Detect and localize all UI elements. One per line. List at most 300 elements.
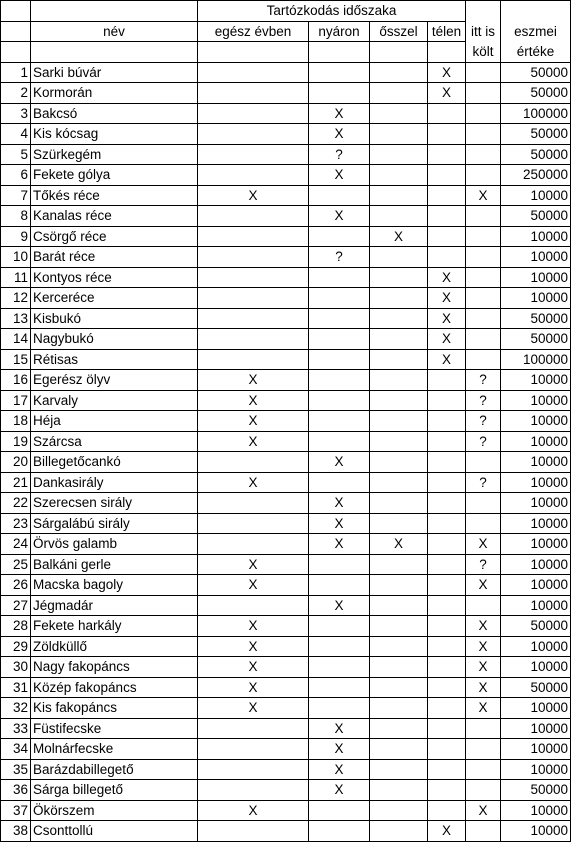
itt-is-kolt-cell — [466, 595, 501, 616]
bird-name-cell: Karvaly — [31, 390, 198, 411]
eszmei-ertek-cell: 10000 — [501, 185, 571, 206]
row-number-cell: 26 — [1, 575, 31, 596]
row-number-cell: 29 — [1, 636, 31, 657]
telen-cell — [428, 144, 466, 165]
egesz-evben-cell: X — [198, 390, 309, 411]
nyaron-cell: X — [309, 493, 370, 514]
osszel-cell — [370, 390, 428, 411]
table-row — [1, 83, 571, 104]
itt-is-kolt-cell: ? — [466, 431, 501, 452]
itt-is-kolt-cell — [466, 206, 501, 227]
itt-is-kolt-cell: X — [466, 677, 501, 698]
nyaron-cell — [309, 575, 370, 596]
egesz-evben-cell — [198, 718, 309, 739]
itt-is-kolt-cell — [466, 718, 501, 739]
header-row-columns — [1, 21, 571, 42]
telen-cell — [428, 431, 466, 452]
bird-name-cell: Kisbukó — [31, 308, 198, 329]
bird-name-cell: Kis fakopáncs — [31, 698, 198, 719]
row-number-cell: 38 — [1, 821, 31, 842]
osszel-cell — [370, 718, 428, 739]
telen-cell — [428, 390, 466, 411]
itt-is-kolt-cell: ? — [466, 554, 501, 575]
telen-cell — [428, 554, 466, 575]
eszmei-ertek-cell: 10000 — [501, 759, 571, 780]
bird-name-cell: Közép fakopáncs — [31, 677, 198, 698]
header-osszel: ősszel — [370, 21, 428, 42]
bird-name-cell: Ökörszem — [31, 800, 198, 821]
header-egesz-evben: egész évben — [198, 21, 309, 42]
egesz-evben-cell — [198, 821, 309, 842]
telen-cell — [428, 759, 466, 780]
row-number-cell: 9 — [1, 226, 31, 247]
header-row-group — [1, 1, 571, 22]
osszel-cell — [370, 288, 428, 309]
table-row — [1, 452, 571, 473]
bird-name-cell: Balkáni gerle — [31, 554, 198, 575]
telen-cell — [428, 472, 466, 493]
table-row — [1, 759, 571, 780]
table-row — [1, 513, 571, 534]
row-number-cell: 17 — [1, 390, 31, 411]
osszel-cell — [370, 144, 428, 165]
osszel-cell — [370, 554, 428, 575]
osszel-cell — [370, 431, 428, 452]
itt-is-kolt-cell: ? — [466, 390, 501, 411]
eszmei-ertek-cell: 50000 — [501, 677, 571, 698]
bird-name-cell: Fekete harkály — [31, 616, 198, 637]
nyaron-cell — [309, 616, 370, 637]
itt-is-kolt-cell — [466, 739, 501, 760]
osszel-cell — [370, 472, 428, 493]
nyaron-cell — [309, 677, 370, 698]
egesz-evben-cell — [198, 226, 309, 247]
itt-is-kolt-cell — [466, 124, 501, 145]
header-blank-cell — [428, 42, 466, 63]
telen-cell — [428, 206, 466, 227]
telen-cell — [428, 595, 466, 616]
row-number-cell: 14 — [1, 329, 31, 350]
eszmei-ertek-cell: 10000 — [501, 800, 571, 821]
table-row — [1, 493, 571, 514]
table-row — [1, 308, 571, 329]
row-number-cell: 36 — [1, 780, 31, 801]
telen-cell — [428, 226, 466, 247]
itt-is-kolt-cell — [466, 165, 501, 186]
osszel-cell: X — [370, 534, 428, 555]
telen-cell — [428, 677, 466, 698]
table-row — [1, 124, 571, 145]
bird-name-cell: Molnárfecske — [31, 739, 198, 760]
bird-name-cell: Szürkegém — [31, 144, 198, 165]
telen-cell — [428, 165, 466, 186]
header-blank-cell — [1, 1, 31, 22]
nyaron-cell — [309, 472, 370, 493]
egesz-evben-cell: X — [198, 698, 309, 719]
itt-is-kolt-cell — [466, 83, 501, 104]
table-row — [1, 411, 571, 432]
eszmei-ertek-cell: 250000 — [501, 165, 571, 186]
table-row — [1, 595, 571, 616]
table-row — [1, 677, 571, 698]
row-number-cell: 20 — [1, 452, 31, 473]
telen-cell — [428, 575, 466, 596]
table-row — [1, 206, 571, 227]
itt-is-kolt-cell — [466, 821, 501, 842]
bird-name-cell: Sárgalábú sirály — [31, 513, 198, 534]
nyaron-cell — [309, 390, 370, 411]
header-name: név — [31, 21, 198, 42]
egesz-evben-cell — [198, 247, 309, 268]
header-name-top-cell — [31, 1, 198, 22]
osszel-cell: X — [370, 226, 428, 247]
header-blank-cell — [198, 42, 309, 63]
nyaron-cell — [309, 411, 370, 432]
table-row — [1, 103, 571, 124]
row-number-cell: 11 — [1, 267, 31, 288]
bird-name-cell: Fekete gólya — [31, 165, 198, 186]
eszmei-ertek-cell: 10000 — [501, 698, 571, 719]
nyaron-cell — [309, 554, 370, 575]
bird-name-cell: Barát réce — [31, 247, 198, 268]
itt-is-kolt-cell: X — [466, 616, 501, 637]
itt-is-kolt-cell: ? — [466, 411, 501, 432]
eszmei-ertek-cell: 50000 — [501, 206, 571, 227]
nyaron-cell — [309, 62, 370, 83]
eszmei-ertek-cell: 10000 — [501, 247, 571, 268]
nyaron-cell — [309, 185, 370, 206]
nyaron-cell: X — [309, 206, 370, 227]
telen-cell: X — [428, 288, 466, 309]
osszel-cell — [370, 308, 428, 329]
table-row — [1, 185, 571, 206]
nyaron-cell — [309, 329, 370, 350]
nyaron-cell: X — [309, 124, 370, 145]
header-kolt: költ — [466, 42, 501, 63]
osszel-cell — [370, 206, 428, 227]
row-number-cell: 30 — [1, 657, 31, 678]
row-number-cell: 19 — [1, 431, 31, 452]
egesz-evben-cell — [198, 534, 309, 555]
egesz-evben-cell — [198, 329, 309, 350]
bird-name-cell: Kis kócsag — [31, 124, 198, 145]
osszel-cell — [370, 329, 428, 350]
itt-is-kolt-cell — [466, 452, 501, 473]
itt-is-kolt-cell: X — [466, 698, 501, 719]
eszmei-ertek-cell: 10000 — [501, 513, 571, 534]
nyaron-cell — [309, 267, 370, 288]
eszmei-ertek-cell: 10000 — [501, 821, 571, 842]
osszel-cell — [370, 349, 428, 370]
table-row — [1, 780, 571, 801]
bird-name-cell: Szárcsa — [31, 431, 198, 452]
eszmei-ertek-cell: 10000 — [501, 267, 571, 288]
row-number-cell: 2 — [1, 83, 31, 104]
eszmei-ertek-cell: 10000 — [501, 452, 571, 473]
telen-cell — [428, 103, 466, 124]
itt-is-kolt-cell — [466, 144, 501, 165]
telen-cell — [428, 370, 466, 391]
egesz-evben-cell — [198, 144, 309, 165]
itt-is-kolt-cell: X — [466, 534, 501, 555]
egesz-evben-cell: X — [198, 636, 309, 657]
header-row-sub — [1, 42, 571, 63]
eszmei-ertek-cell: 10000 — [501, 493, 571, 514]
itt-is-kolt-cell — [466, 267, 501, 288]
eszmei-ertek-cell: 10000 — [501, 472, 571, 493]
eszmei-ertek-cell: 10000 — [501, 718, 571, 739]
osszel-cell — [370, 595, 428, 616]
row-number-cell: 22 — [1, 493, 31, 514]
telen-cell — [428, 493, 466, 514]
itt-is-kolt-cell: ? — [466, 370, 501, 391]
bird-name-cell: Héja — [31, 411, 198, 432]
bird-name-cell: Csonttollú — [31, 821, 198, 842]
nyaron-cell: X — [309, 780, 370, 801]
telen-cell — [428, 657, 466, 678]
osszel-cell — [370, 370, 428, 391]
table-row — [1, 472, 571, 493]
table-row — [1, 636, 571, 657]
osszel-cell — [370, 103, 428, 124]
table-row — [1, 247, 571, 268]
egesz-evben-cell — [198, 759, 309, 780]
osszel-cell — [370, 636, 428, 657]
nyaron-cell: X — [309, 759, 370, 780]
egesz-evben-cell — [198, 513, 309, 534]
osszel-cell — [370, 83, 428, 104]
bird-name-cell: Zöldküllő — [31, 636, 198, 657]
eszmei-ertek-cell: 10000 — [501, 370, 571, 391]
bird-name-cell: Tőkés réce — [31, 185, 198, 206]
bird-name-cell: Billegetőcankó — [31, 452, 198, 473]
egesz-evben-cell — [198, 288, 309, 309]
bird-name-cell: Bakcsó — [31, 103, 198, 124]
egesz-evben-cell — [198, 83, 309, 104]
nyaron-cell: ? — [309, 247, 370, 268]
egesz-evben-cell — [198, 308, 309, 329]
telen-cell — [428, 513, 466, 534]
nyaron-cell: ? — [309, 144, 370, 165]
row-number-cell: 10 — [1, 247, 31, 268]
eszmei-ertek-cell: 50000 — [501, 308, 571, 329]
eszmei-ertek-cell: 50000 — [501, 62, 571, 83]
telen-cell: X — [428, 83, 466, 104]
nyaron-cell: X — [309, 165, 370, 186]
eszmei-ertek-cell: 50000 — [501, 83, 571, 104]
header-blank-cell — [1, 42, 31, 63]
row-number-cell: 8 — [1, 206, 31, 227]
bird-name-cell: Kanalas réce — [31, 206, 198, 227]
osszel-cell — [370, 165, 428, 186]
nyaron-cell — [309, 83, 370, 104]
eszmei-ertek-cell: 100000 — [501, 349, 571, 370]
eszmei-ertek-cell: 50000 — [501, 780, 571, 801]
osszel-cell — [370, 124, 428, 145]
egesz-evben-cell — [198, 595, 309, 616]
osszel-cell — [370, 616, 428, 637]
osszel-cell — [370, 452, 428, 473]
telen-cell — [428, 780, 466, 801]
osszel-cell — [370, 759, 428, 780]
bird-name-cell: Nagy fakopáncs — [31, 657, 198, 678]
bird-name-cell: Kormorán — [31, 83, 198, 104]
row-number-cell: 28 — [1, 616, 31, 637]
egesz-evben-cell — [198, 267, 309, 288]
telen-cell — [428, 452, 466, 473]
bird-name-cell: Nagybukó — [31, 329, 198, 350]
osszel-cell — [370, 247, 428, 268]
itt-is-kolt-cell: X — [466, 657, 501, 678]
itt-is-kolt-cell — [466, 226, 501, 247]
header-blank-cell — [31, 42, 198, 63]
header-blank-cell — [1, 21, 31, 42]
row-number-cell: 5 — [1, 144, 31, 165]
table-row — [1, 62, 571, 83]
egesz-evben-cell — [198, 739, 309, 760]
telen-cell — [428, 636, 466, 657]
egesz-evben-cell — [198, 452, 309, 473]
nyaron-cell — [309, 800, 370, 821]
itt-is-kolt-cell: X — [466, 185, 501, 206]
row-number-cell: 15 — [1, 349, 31, 370]
table-row — [1, 616, 571, 637]
nyaron-cell — [309, 308, 370, 329]
telen-cell — [428, 698, 466, 719]
osszel-cell — [370, 800, 428, 821]
itt-is-kolt-cell: X — [466, 800, 501, 821]
nyaron-cell: X — [309, 595, 370, 616]
row-number-cell: 18 — [1, 411, 31, 432]
bird-name-cell: Füstifecske — [31, 718, 198, 739]
telen-cell — [428, 739, 466, 760]
bird-name-cell: Kontyos réce — [31, 267, 198, 288]
itt-is-kolt-cell — [466, 493, 501, 514]
row-number-cell: 6 — [1, 165, 31, 186]
nyaron-cell — [309, 370, 370, 391]
row-number-cell: 3 — [1, 103, 31, 124]
nyaron-cell: X — [309, 739, 370, 760]
table-row — [1, 329, 571, 350]
table-row — [1, 144, 571, 165]
osszel-cell — [370, 677, 428, 698]
table-row — [1, 554, 571, 575]
egesz-evben-cell: X — [198, 431, 309, 452]
nyaron-cell: X — [309, 103, 370, 124]
itt-is-kolt-cell — [466, 308, 501, 329]
table-row — [1, 370, 571, 391]
egesz-evben-cell: X — [198, 800, 309, 821]
nyaron-cell: X — [309, 452, 370, 473]
telen-cell — [428, 534, 466, 555]
table-row — [1, 165, 571, 186]
nyaron-cell — [309, 431, 370, 452]
table-row — [1, 431, 571, 452]
egesz-evben-cell: X — [198, 677, 309, 698]
eszmei-ertek-cell: 10000 — [501, 739, 571, 760]
egesz-evben-cell — [198, 493, 309, 514]
row-number-cell: 12 — [1, 288, 31, 309]
eszmei-ertek-cell: 50000 — [501, 616, 571, 637]
row-number-cell: 7 — [1, 185, 31, 206]
nyaron-cell: X — [309, 718, 370, 739]
itt-is-kolt-cell — [466, 349, 501, 370]
eszmei-ertek-cell: 10000 — [501, 575, 571, 596]
osszel-cell — [370, 185, 428, 206]
telen-cell — [428, 247, 466, 268]
telen-cell: X — [428, 308, 466, 329]
header-group-title: Tartózkodás időszaka — [198, 1, 466, 22]
table-row — [1, 739, 571, 760]
row-number-cell: 25 — [1, 554, 31, 575]
eszmei-ertek-cell: 10000 — [501, 657, 571, 678]
header-erteke: értéke — [501, 42, 571, 63]
bird-name-cell: Dankasirály — [31, 472, 198, 493]
header-blank-cell — [466, 1, 501, 22]
egesz-evben-cell — [198, 780, 309, 801]
telen-cell — [428, 800, 466, 821]
itt-is-kolt-cell — [466, 513, 501, 534]
bird-name-cell: Kercerécе — [31, 288, 198, 309]
bird-name-cell: Szerecsen sirály — [31, 493, 198, 514]
egesz-evben-cell — [198, 165, 309, 186]
bird-name-cell: Jégmadár — [31, 595, 198, 616]
osszel-cell — [370, 513, 428, 534]
telen-cell — [428, 616, 466, 637]
table-row — [1, 821, 571, 842]
egesz-evben-cell: X — [198, 185, 309, 206]
table-row — [1, 349, 571, 370]
table-row — [1, 575, 571, 596]
itt-is-kolt-cell — [466, 759, 501, 780]
egesz-evben-cell: X — [198, 554, 309, 575]
egesz-evben-cell: X — [198, 616, 309, 637]
itt-is-kolt-cell: X — [466, 636, 501, 657]
header-eszmei: eszmei — [501, 21, 571, 42]
nyaron-cell — [309, 657, 370, 678]
row-number-cell: 27 — [1, 595, 31, 616]
nyaron-cell: X — [309, 513, 370, 534]
table-row — [1, 718, 571, 739]
row-number-cell: 33 — [1, 718, 31, 739]
eszmei-ertek-cell: 50000 — [501, 329, 571, 350]
row-number-cell: 21 — [1, 472, 31, 493]
nyaron-cell — [309, 698, 370, 719]
bird-name-cell: Sarki búvár — [31, 62, 198, 83]
row-number-cell: 35 — [1, 759, 31, 780]
row-number-cell: 1 — [1, 62, 31, 83]
table-row — [1, 657, 571, 678]
osszel-cell — [370, 821, 428, 842]
egesz-evben-cell: X — [198, 575, 309, 596]
table-row — [1, 288, 571, 309]
itt-is-kolt-cell — [466, 103, 501, 124]
egesz-evben-cell: X — [198, 411, 309, 432]
eszmei-ertek-cell: 10000 — [501, 411, 571, 432]
row-number-cell: 13 — [1, 308, 31, 329]
telen-cell: X — [428, 329, 466, 350]
bird-name-cell: Örvös galamb — [31, 534, 198, 555]
nyaron-cell — [309, 636, 370, 657]
table-row — [1, 534, 571, 555]
bird-name-cell: Macska bagoly — [31, 575, 198, 596]
osszel-cell — [370, 267, 428, 288]
nyaron-cell — [309, 226, 370, 247]
telen-cell: X — [428, 349, 466, 370]
telen-cell — [428, 718, 466, 739]
telen-cell — [428, 411, 466, 432]
header-telen: télen — [428, 21, 466, 42]
